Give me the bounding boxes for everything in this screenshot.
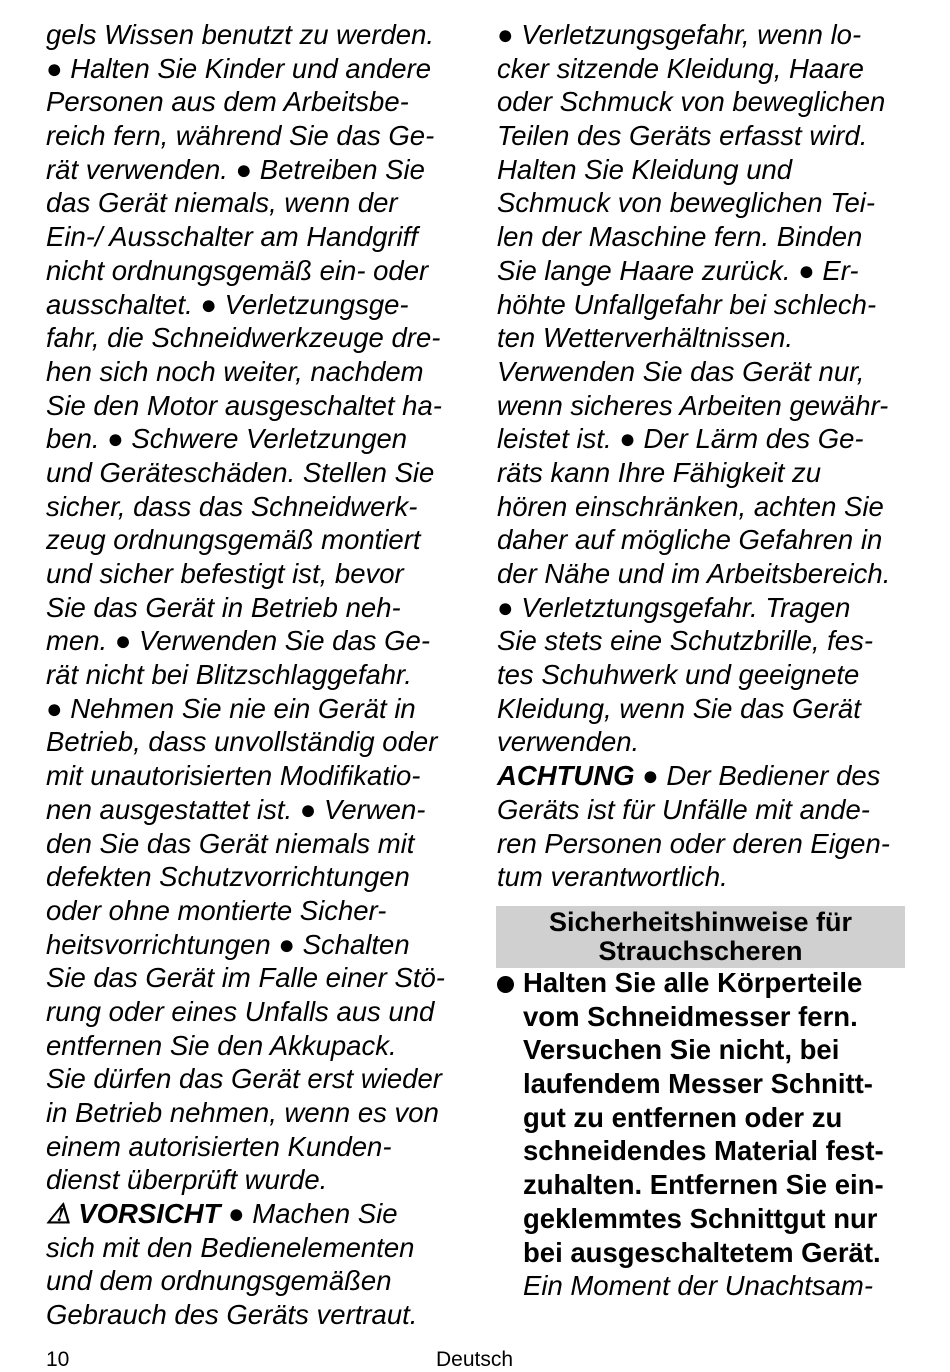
footer-language: Deutsch [436, 1348, 514, 1371]
text-segment: zuhalten. Entfernen Sie ein- [523, 1169, 884, 1201]
text-segment: laufendem Messer Schnitt- [523, 1068, 873, 1100]
text-segment: ● Der Bediener des [634, 760, 881, 792]
text-line: Sie das Gerät im Falle einer Stö- [46, 962, 445, 994]
warning-label: ⚠ VORSICHT [46, 1198, 221, 1230]
text-line: tum verantwortlich. [497, 861, 728, 893]
text-line: Personen aus dem Arbeitsbe- [46, 86, 409, 118]
text-line: gels Wissen benutzt zu werden. [46, 19, 435, 50]
text-line: ● Halten Sie Kinder und andere [46, 52, 432, 84]
text-segment: Halten Sie alle Körperteile [523, 967, 863, 998]
text-line: Betrieb, dass unvollständig oder [46, 726, 438, 758]
left-column [46, 18, 445, 1332]
text-line: ● Verletztungsgefahr. Tragen [497, 591, 851, 623]
text-line: hen sich noch weiter, nachdem [46, 355, 424, 387]
text-line: cker sitzende Kleidung, Haare [497, 52, 864, 84]
text-line: Schmuck von beweglichen Tei- [497, 187, 876, 219]
bold-bullet-paragraph [497, 966, 884, 1303]
text-line: Sie lange Haare zurück. ● Er- [497, 254, 859, 286]
text-line: räts kann Ihre Fähigkeit zu [497, 456, 822, 488]
text-line: Sie stets eine Schutzbrille, fes- [497, 625, 874, 657]
bold-text-line [497, 1033, 884, 1067]
page-number: 10 [46, 1348, 70, 1371]
text-line: leistet ist. ● Der Lärm des Ge- [497, 423, 864, 455]
text-segment: Versuchen Sie nicht, bei [523, 1034, 840, 1066]
bold-text-line [497, 1000, 884, 1034]
text-line: rät nicht bei Blitzschlaggefahr. [46, 659, 412, 691]
text-line [497, 759, 890, 793]
italic-text-line: Ein Moment der Unachtsam- [523, 1270, 873, 1302]
text-segment: ● Machen Sie [220, 1198, 398, 1230]
section-heading-line: Strauchscheren [598, 936, 803, 966]
text-line: zeug ordnungsgemäß montiert [46, 524, 421, 556]
text-line: und sicher befestigt ist, bevor [46, 558, 404, 589]
text-line: Sie dürfen das Gerät erst wieder [46, 1063, 442, 1095]
text-line: Ein-/ Ausschalter am Handgriff [46, 221, 418, 253]
text-line: rät verwenden. ● Betreiben Sie [46, 153, 425, 185]
text-line: Kleidung, wenn Sie das Gerät [497, 692, 861, 724]
text-line: Sie den Motor ausgeschaltet ha- [46, 389, 442, 421]
text-segment: gut zu entfernen oder zu [523, 1101, 843, 1133]
text-line: Gebrauch des Geräts vertraut. [46, 1299, 418, 1331]
text-line: rung oder eines Unfalls aus und [46, 995, 435, 1027]
text-line: Teilen des Geräts erfasst wird. [497, 120, 868, 152]
text-line: Halten Sie Kleidung und [497, 153, 793, 185]
bold-text-line [497, 1236, 884, 1270]
text-line: len der Maschine fern. Binden [497, 221, 863, 253]
text-line: hören einschränken, achten Sie [497, 490, 884, 522]
text-line: einem autorisierten Kunden- [46, 1130, 392, 1162]
text-line: Verwenden Sie das Gerät nur, [497, 355, 865, 387]
text-segment: bei ausgeschaltetem Gerät. [523, 1236, 881, 1268]
right-column [497, 18, 890, 894]
text-line: nen ausgestattet ist. ● Verwen- [46, 793, 426, 825]
bold-text-line [497, 1168, 884, 1202]
text-line: Sie das Gerät in Betrieb neh- [46, 591, 401, 623]
text-line: höhte Unfallgefahr bei schlech- [497, 288, 877, 320]
text-line: ben. ● Schwere Verletzungen [46, 423, 408, 455]
section-heading-line: Sicherheitshinweise für [548, 907, 853, 937]
text-line: dienst überprüft wurde. [46, 1164, 328, 1196]
text-line: defekten Schutzvorrichtungen [46, 861, 410, 893]
text-line: und Geräteschäden. Stellen Sie [46, 456, 435, 488]
text-line: nicht ordnungsgemäß ein- oder [46, 254, 429, 286]
bold-text-line [497, 966, 884, 1000]
text-line [46, 1197, 445, 1231]
text-line: Geräts ist für Unfälle mit ande- [497, 793, 870, 825]
text-line: sicher, dass das Schneidwerk- [46, 490, 418, 522]
warning-label: ACHTUNG [497, 760, 635, 792]
text-line: fahr, die Schneidwerkzeuge dre- [46, 322, 441, 354]
text-line: heitsvorrichtungen ● Schalten [46, 928, 410, 960]
bold-text-line [497, 1134, 884, 1168]
text-line: der Nähe und im Arbeitsbereich. [497, 558, 891, 589]
text-line: men. ● Verwenden Sie das Ge- [46, 625, 430, 657]
text-line: entfernen Sie den Akkupack. [46, 1029, 397, 1061]
text-line: den Sie das Gerät niemals mit [46, 827, 415, 859]
text-line: ren Personen oder deren Eigen- [497, 827, 890, 859]
text-line: mit unautorisierten Modifikatio- [46, 760, 421, 792]
bold-text-line [497, 1101, 884, 1135]
text-segment: geklemmtes Schnittgut nur [523, 1202, 878, 1234]
text-line: und dem ordnungsgemäßen [46, 1265, 392, 1297]
text-line: in Betrieb nehmen, wenn es von [46, 1097, 439, 1128]
text-line: daher auf mögliche Gefahren in [497, 524, 883, 556]
text-segment: vom Schneidmesser fern. [523, 1000, 858, 1032]
text-line: reich fern, während Sie das Ge- [46, 120, 435, 152]
text-line: wenn sicheres Arbeiten gewähr- [497, 389, 889, 421]
text-segment: schneidendes Material fest- [523, 1135, 884, 1167]
text-line: das Gerät niemals, wenn der [46, 187, 398, 219]
bold-text-line [497, 1202, 884, 1236]
section-heading [496, 906, 905, 968]
text-line: ten Wetterverhältnissen. [497, 322, 794, 354]
text-line: sich mit den Bedienelementen [46, 1231, 415, 1263]
text-line: tes Schuhwerk und geeignete [497, 659, 860, 691]
text-line: oder ohne montierte Sicher- [46, 894, 387, 926]
bold-text-line [497, 1067, 884, 1101]
text-line: ausschaltet. ● Verletzungsge- [46, 288, 409, 320]
text-line: oder Schmuck von beweglichen [497, 86, 886, 118]
text-line: ● Verletzungsgefahr, wenn lo- [497, 19, 862, 50]
bullet-icon [497, 976, 514, 993]
text-line: verwenden. [497, 726, 640, 758]
text-line: ● Nehmen Sie nie ein Gerät in [46, 692, 416, 724]
